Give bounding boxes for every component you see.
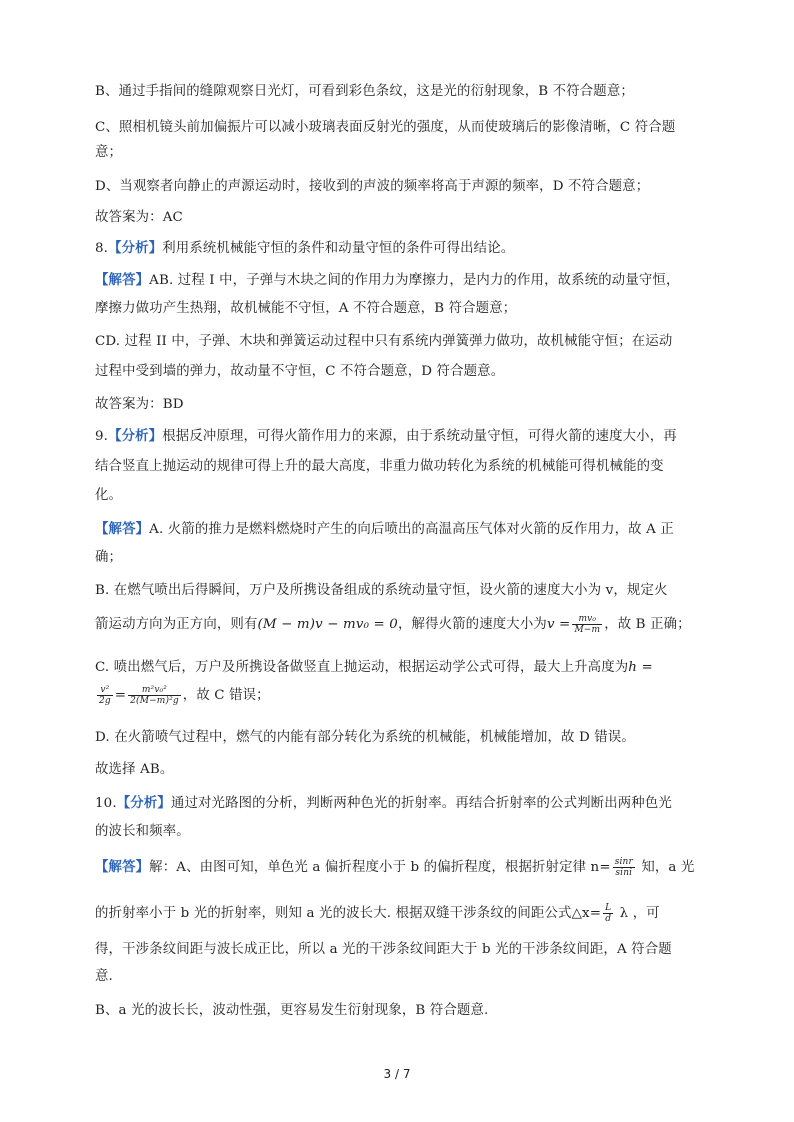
velocity-fraction: $\frac{\text{mv₀}}{M-m}$	[574, 614, 601, 635]
text-line: 摩擦力做功产生热翔，故机械能不守恒，A 不符合题意，B 符合题意；	[95, 301, 517, 316]
height-fraction-2: $\frac{\text{m²v₀²}}{\text{2(M−m)²g}}$	[130, 685, 179, 706]
answer-line: 故答案为：BD	[95, 397, 184, 412]
text-line: D、当观察者向静止的声源运动时，接收到的声波的频率将高于声源的频率，D 不符合题意；	[95, 179, 650, 194]
text-line: 得，干涉条纹间距与波长成正比，所以 a 光的干涉条纹间距大于 b 光的干涉条纹间距，A 符合题	[95, 942, 672, 957]
height-fraction-1: $\frac{\text{v²}}{2g}$	[99, 685, 111, 706]
question-8-solution: 【解答】AB. 过程 I 中，子弹与木块之间的作用力为摩擦力，是内力的作用，故系统的动量守恒，	[95, 272, 680, 288]
text-line: 结合竖直上抛运动的规律可得上升的最大高度，非重力做功转化为系统的机械能可得机械能的变	[95, 459, 664, 474]
text-line-with-equation: 箭运动方向为正方向，则有(M − m)v − mv₀ = 0，解得火箭的速度大小为v = $\frac{\text{mv₀}}{M-m}$ ，故 B 正确；	[95, 614, 691, 635]
height-equation-line: $\frac{\text{v²}}{2g}$ = $\frac{\text{m²v₀²}}{\text{2(M−m)²g}}$ ，故 C 错误；	[99, 685, 270, 706]
solution-tag: 【解答】	[95, 521, 150, 537]
analysis-tag: 【分析】	[116, 795, 171, 811]
momentum-equation: (M − m)v − mv₀ = 0	[257, 617, 398, 632]
refraction-fraction: $\frac{\sin r}{\sin i}$	[614, 857, 633, 878]
text-line: B、a 光的波长长，波动性强，更容易发生衍射现象，B 符合题意.	[95, 1003, 489, 1018]
text-line: 意；	[95, 145, 123, 160]
page-number: 3 / 7	[383, 1067, 411, 1081]
question-8-analysis: 8.【分析】利用系统机械能守恒的条件和动量守恒的条件可得出结论。	[95, 240, 515, 256]
solution-tag: 【解答】	[95, 272, 150, 288]
question-10-analysis: 10.【分析】通过对光路图的分析，判断两种色光的折射率。再结合折射率的公式判断出两种色光	[95, 795, 672, 811]
text-line: B. 在燃气喷出后得瞬间，万户及所携设备组成的系统动量守恒，设火箭的速度大小为 v，规定火	[95, 583, 668, 598]
question-9-solution: 【解答】A. 火箭的推力是燃料燃烧时产生的向后喷出的高温高压气体对火箭的反作用力，故 A 正	[95, 521, 674, 537]
text-line: CD. 过程 II 中，子弹、木块和弹簧运动过程中只有系统内弹簧弹力做功，故机械能守恒；在运动	[95, 334, 673, 349]
question-10-solution: 【解答】解：A、由图可知，单色光 a 偏折程度小于 b 的偏折程度，根据折射定律 n= $\frac{\sin r}{\sin i}$ 知，a 光	[95, 857, 695, 878]
text-line: 过程中受到墙的弹力，故动量不守恒，C 不符合题意，D 符合题意。	[95, 364, 505, 379]
text-line: B、通过手指间的缝隙观察日光灯，可看到彩色条纹，这是光的衍射现象，B 不符合题意；	[95, 84, 634, 99]
analysis-tag: 【分析】	[108, 428, 163, 444]
text-line: 化。	[95, 488, 123, 503]
text-line: 确；	[95, 550, 123, 565]
text-line: C. 喷出燃气后，万户及所携设备做竖直上抛运动，根据运动学公式可得，最大上升高度为h =	[95, 660, 653, 675]
answer-line: 故选择 AB。	[95, 762, 174, 777]
text-line: 的波长和频率。	[95, 824, 190, 839]
text-line: D. 在火箭喷气过程中，燃气的内能有部分转化为系统的机械能，机械能增加，故 D 错误。	[95, 730, 635, 745]
solution-tag: 【解答】	[95, 859, 150, 875]
question-9-analysis: 9.【分析】根据反冲原理，可得火箭作用力的来源，由于系统动量守恒，可得火箭的速度大小，再	[95, 428, 677, 444]
answer-line: 故答案为：AC	[95, 210, 183, 225]
text-line-with-equation: 的折射率小于 b 光的折射率，则知 a 光的波长大. 根据双缝干涉条纹的间距公式△x= $\frac{L}{d}$ λ ，可	[95, 903, 660, 924]
analysis-tag: 【分析】	[108, 240, 163, 256]
fringe-fraction: $\frac{L}{d}$	[605, 903, 612, 924]
text-line: C、照相机镜头前加偏振片可以减小玻璃表面反射光的强度，从而使玻璃后的影像清晰，C 符合题	[95, 120, 676, 135]
text-line: 意.	[95, 969, 113, 984]
